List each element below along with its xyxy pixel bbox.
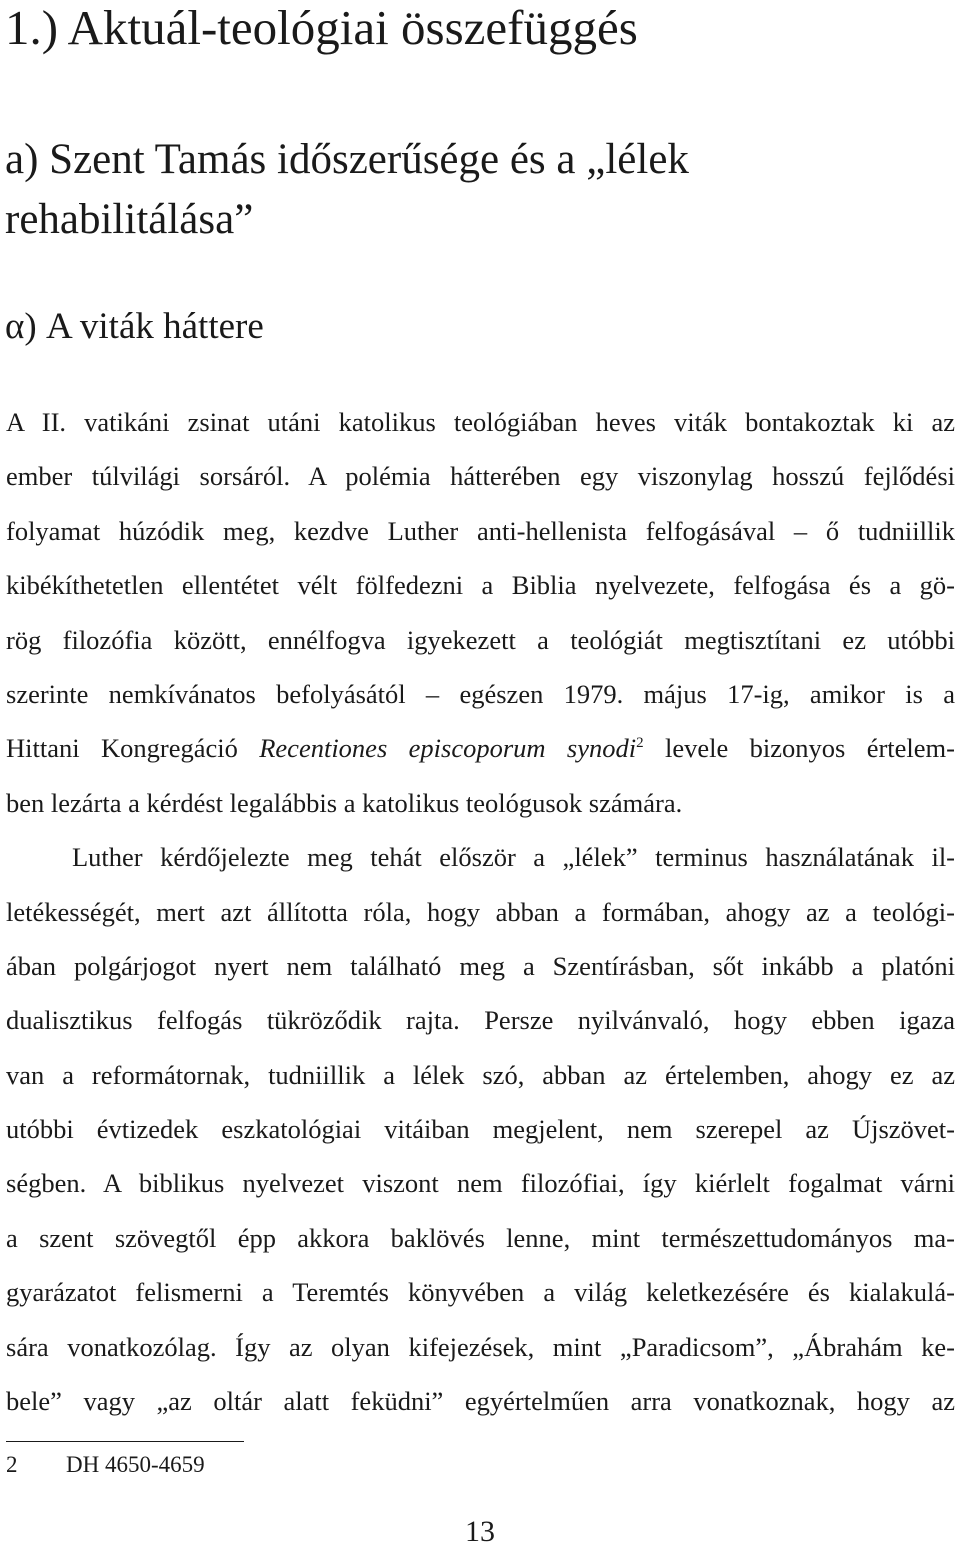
text-line: utóbbi évtizedek eszkatológiai vitáiban megjelent, nem szerepel az Újszövet- <box>6 1114 955 1145</box>
text-line: szerinte nemkívánatos befolyásától – egészen 1979. május 17-ig, amikor is a <box>6 678 955 709</box>
text-line: ában polgárjogot nyert nem található meg a Szentírásban, sőt inkább a platóni <box>6 950 955 981</box>
paragraph-1 <box>6 395 955 830</box>
text-line: gyarázatot felismerni a Teremtés könyvében a világ keletkezésére és kialakulá- <box>6 1277 955 1308</box>
text-line: van a reformátornak, tudniillik a lélek szó, abban az értelemben, ahogy ez az <box>6 1059 955 1090</box>
subsection-heading: α) A viták háttere <box>5 306 264 347</box>
section-heading-line-2: rehabilitálása” <box>5 196 254 243</box>
section-heading <box>5 130 905 250</box>
text-line-with-citation <box>6 721 955 775</box>
text-line: ségben. A biblikus nyelvezet viszont nem filozófiai, így kiérlelt fogalmat várni <box>6 1168 955 1199</box>
text-line: dualisztikus felfogás tükröződik rajta. Persze nyilvánvaló, hogy ebben igaza <box>6 1005 955 1036</box>
section-heading-line-1: a) Szent Tamás időszerűsége és a „lélek <box>5 136 689 183</box>
text-line: ember túlvilági sorsáról. A polémia hátterében egy viszonylag hosszú fejlődési <box>6 461 955 492</box>
chapter-heading: 1.) Aktuál-teológiai összefüggés <box>5 0 638 55</box>
page-number: 13 <box>465 1515 495 1548</box>
text-line: A II. vatikáni zsinat utáni katolikus teológiában heves viták bontakoztak ki az <box>6 407 955 437</box>
footnote <box>6 1450 205 1480</box>
footnote-reference[interactable]: 2 <box>636 735 644 752</box>
text-line: ben lezárta a kérdést legalábbis a katolikus teológusok számára. <box>6 787 683 818</box>
text-line: a szent szövegtől épp akkora baklövés lenne, mint természettudományos ma- <box>6 1222 955 1253</box>
text-line: sára vonatkozólag. Így az olyan kifejezések, mint „Paradicsom”, „Ábrahám ke- <box>6 1331 955 1362</box>
text-line: letékességét, mert azt állította róla, hogy abban a formában, ahogy az a teológi- <box>6 896 955 927</box>
footnote-number: 2 <box>6 1452 18 1477</box>
body-text <box>6 395 955 1428</box>
text-fragment: Hittani Kongregáció <box>6 733 260 764</box>
footnote-divider <box>6 1441 244 1442</box>
footnote-text: DH 4650-4659 <box>66 1452 205 1477</box>
text-line: kibékíthetetlen ellentétet vélt fölfedezni a Biblia nyelvezete, felfogása és a gö- <box>6 570 955 601</box>
text-line: rög filozófia között, ennélfogva igyekezett a teológiát megtisztítani ez utóbbi <box>6 624 955 655</box>
document-title-italic: Recentiones episcoporum synodi <box>259 733 637 764</box>
text-fragment: levele bizonyos értelem- <box>643 733 955 764</box>
text-line: folyamat húzódik meg, kezdve Luther anti-hellenista felfogásával – ő tudniillik <box>6 515 955 546</box>
text-line: bele” vagy „az oltár alatt feküdni” egyértelműen arra vonatkoznak, hogy az <box>6 1386 955 1417</box>
text-line: Luther kérdőjelezte meg tehát először a „lélek” terminus használatának il- <box>72 842 955 873</box>
paragraph-2 <box>6 830 955 1428</box>
